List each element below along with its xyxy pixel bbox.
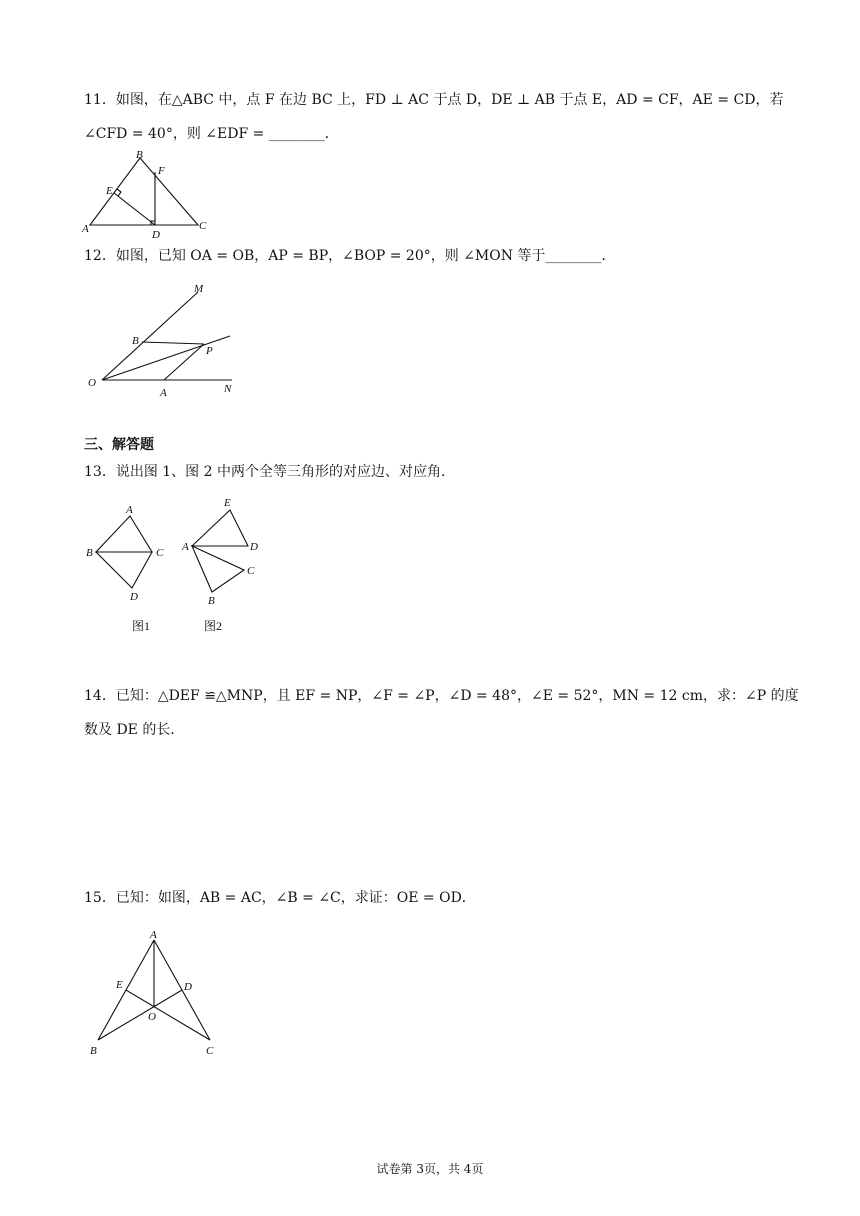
q15-figure: [86, 928, 226, 1062]
q13-figures: [84, 496, 284, 636]
segment-bd: [98, 990, 182, 1040]
q13-line1: 13．说出图 1、图 2 中两个全等三角形的对应边、对应角．: [84, 464, 455, 480]
label-d: D: [184, 981, 192, 993]
label-d: D: [152, 229, 160, 241]
label-a: A: [150, 929, 157, 941]
q12-line1: 12．如图，已知 OA = OB，AP = BP，∠BOP = 20°，则 ∠MON 等于________．: [84, 248, 616, 264]
q11-line1: 11．如图，在△ABC 中，点 F 在边 BC 上，FD ⊥ AC 于点 D，DE ⊥ AB 于点 E，AD = CF，AE = CD，若: [84, 92, 784, 108]
segment-bp: [142, 342, 204, 344]
fig1-triangle-abc: [96, 516, 152, 552]
label-o: O: [148, 1011, 156, 1023]
label-a: A: [160, 387, 167, 399]
q14-line1: 14．已知：△DEF ≌△MNP，且 EF = NP，∠F = ∠P，∠D = 48°，∠E = 52°，MN = 12 cm，求：∠P 的度: [84, 688, 799, 704]
fig1-triangle-bcd: [96, 552, 152, 588]
label-b: B: [132, 335, 139, 347]
segment-ap: [164, 344, 204, 380]
q11-line2: ∠CFD = 40°，则 ∠EDF = ________．: [84, 126, 339, 142]
right-angle-mark-e: [117, 189, 121, 196]
label-c: C: [206, 1045, 214, 1057]
fig1-label-d: D: [130, 591, 138, 603]
section-title: 三、解答题: [84, 437, 154, 453]
fig1-label-b: B: [86, 547, 93, 559]
label-b: B: [136, 149, 143, 161]
q15-line1: 15．已知：如图，AB = AC，∠B = ∠C，求证：OE = OD．: [84, 890, 476, 906]
label-c: C: [199, 220, 207, 232]
fig2-label-a: A: [182, 541, 189, 553]
fig2-label-c: C: [247, 565, 255, 577]
fig2-triangle-aed: [192, 510, 248, 546]
label-o: O: [88, 377, 96, 389]
segment-de: [114, 193, 155, 225]
label-f: F: [158, 165, 165, 177]
fig2-triangle-acb: [192, 546, 244, 592]
label-n: N: [224, 383, 232, 395]
label-e: E: [106, 185, 113, 197]
fig2-label-b: B: [208, 595, 215, 607]
label-m: M: [194, 283, 204, 295]
label-b: B: [90, 1045, 97, 1057]
q12-figure: [86, 282, 246, 400]
label-p: P: [206, 345, 213, 357]
label-e: E: [116, 979, 123, 991]
q11-figure: [80, 150, 210, 240]
fig2-label-d: D: [250, 541, 258, 553]
segment-ce: [126, 990, 210, 1040]
fig2-caption: 图2: [204, 619, 223, 633]
page-footer: 试卷第 3页，共 4页: [376, 1162, 484, 1176]
fig1-caption: 图1: [132, 619, 151, 633]
fig2-label-e: E: [224, 497, 231, 509]
fig1-label-c: C: [156, 547, 164, 559]
fig1-label-a: A: [126, 504, 133, 516]
label-a: A: [82, 223, 89, 235]
q14-line2: 数及 DE 的长．: [84, 722, 185, 738]
ray-om: [102, 292, 198, 380]
